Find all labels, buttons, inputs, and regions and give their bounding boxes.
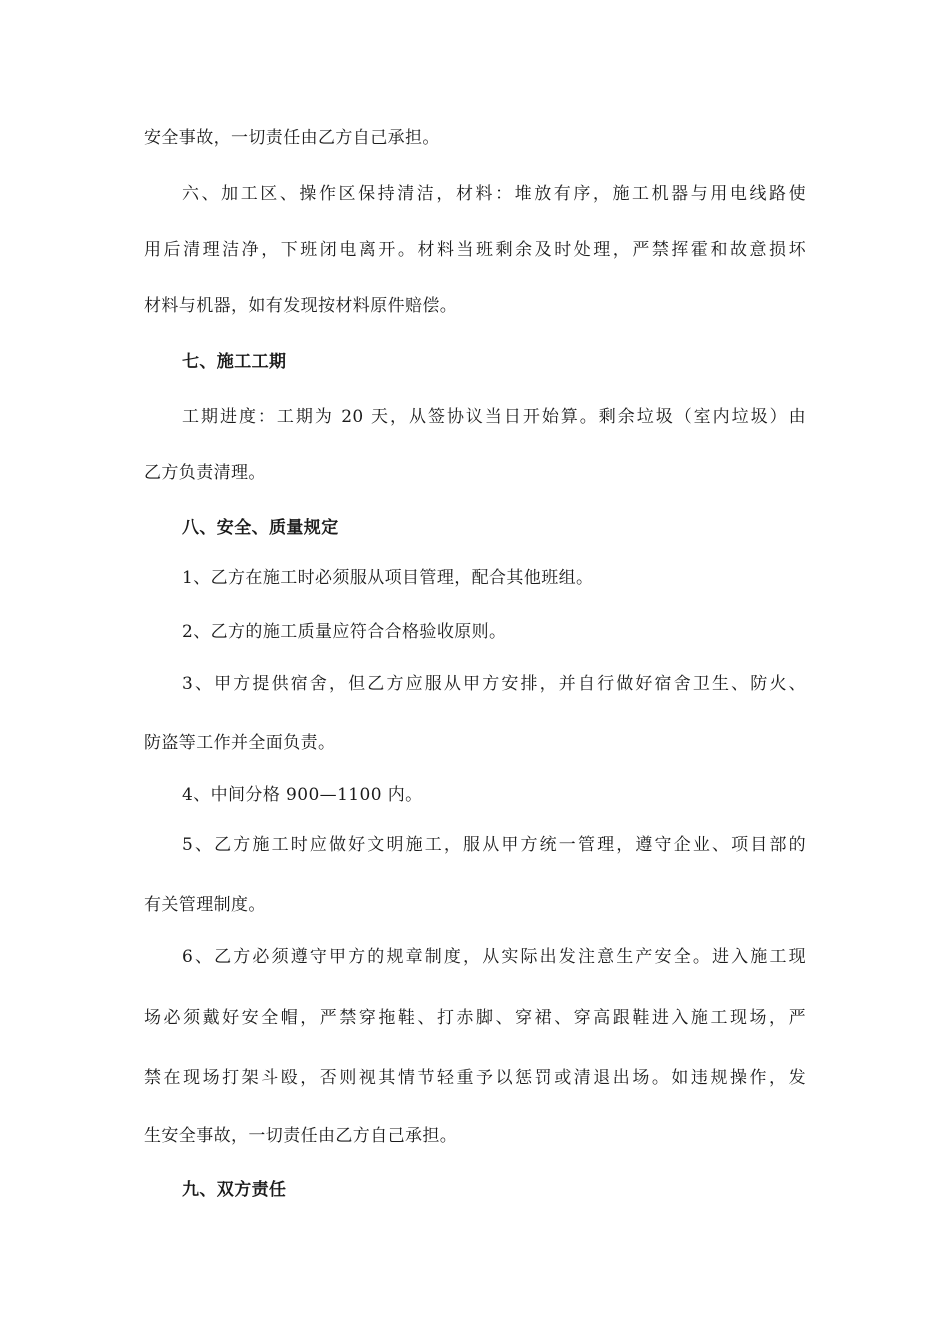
list-item: 5、乙方施工时应做好文明施工，服从甲方统一管理，遵守企业、项目部的 [182,835,806,855]
section-heading: 七、施工工期 [182,352,287,372]
paragraph-line: 有关管理制度。 [144,895,266,915]
list-item: 3、甲方提供宿舍，但乙方应服从甲方安排，并自行做好宿舍卫生、防火、 [182,674,806,694]
list-item: 6、乙方必须遵守甲方的规章制度，从实际出发注意生产安全。进入施工现 [182,947,806,967]
section-heading: 九、双方责任 [182,1180,287,1200]
list-item: 2、乙方的施工质量应符合合格验收原则。 [182,622,507,642]
paragraph-line: 六、加工区、操作区保持清洁，材料：堆放有序，施工机器与用电线路使 [182,184,806,204]
paragraph-line: 场必须戴好安全帽，严禁穿拖鞋、打赤脚、穿裙、穿高跟鞋进入施工现场，严 [144,1008,806,1028]
paragraph-line: 禁在现场打架斗殴，否则视其情节轻重予以惩罚或清退出场。如违规操作，发 [144,1068,806,1088]
paragraph-line: 防盗等工作并全面负责。 [144,733,336,753]
section-heading: 八、安全、质量规定 [182,518,339,538]
paragraph-line: 乙方负责清理。 [144,463,266,483]
paragraph-line: 生安全事故，一切责任由乙方自己承担。 [144,1126,458,1146]
paragraph-line: 工期进度：工期为 20 天，从签协议当日开始算。剩余垃圾（室内垃圾）由 [182,407,806,427]
paragraph-line: 用后清理洁净，下班闭电离开。材料当班剩余及时处理，严禁挥霍和故意损坏 [144,240,806,260]
list-item: 1、乙方在施工时必须服从项目管理，配合其他班组。 [182,568,594,588]
paragraph-line: 安全事故，一切责任由乙方自己承担。 [144,128,440,148]
paragraph-line: 材料与机器，如有发现按材料原件赔偿。 [144,296,458,316]
list-item: 4、中间分格 900—1100 内。 [182,785,423,805]
